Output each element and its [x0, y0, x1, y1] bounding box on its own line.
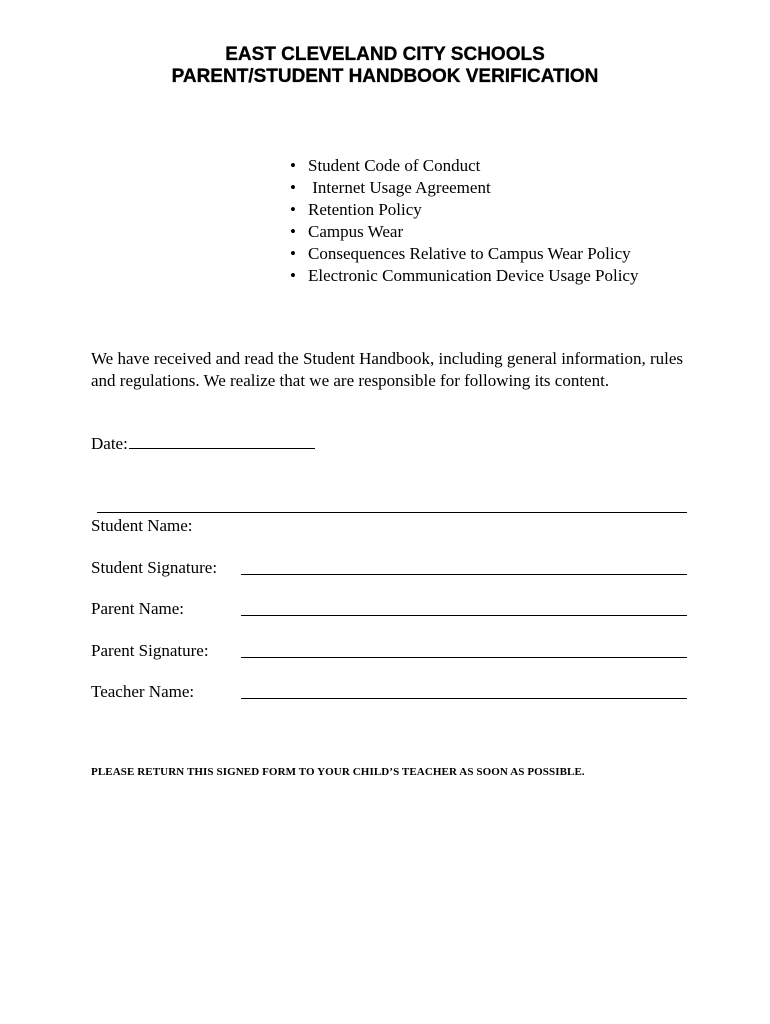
- parent-name-label: Parent Name:: [91, 599, 184, 618]
- policy-item-label: Electronic Communication Device Usage Policy: [308, 266, 639, 285]
- date-row: [91, 431, 315, 455]
- parent-signature-label: Parent Signature:: [91, 641, 209, 660]
- date-label: Date:: [91, 434, 128, 453]
- teacher-name-line[interactable]: [241, 698, 687, 699]
- document-title: EAST CLEVELAND CITY SCHOOLS: [225, 44, 545, 65]
- list-item: [290, 221, 638, 243]
- bullet-icon: •: [290, 244, 296, 263]
- list-item: [290, 177, 638, 199]
- bullet-icon: •: [290, 222, 296, 241]
- policy-item-label: Student Code of Conduct: [308, 156, 481, 175]
- policy-item-label: Retention Policy: [308, 200, 422, 219]
- bullet-icon: •: [290, 178, 296, 197]
- policy-item-label: Internet Usage Agreement: [308, 178, 491, 197]
- document-subtitle: PARENT/STUDENT HANDBOOK VERIFICATION: [171, 66, 599, 87]
- list-item: [290, 265, 638, 287]
- student-signature-line[interactable]: [241, 574, 687, 575]
- acknowledgement-statement: We have received and read the Student Handbook, including general information, rules and regulations. We realize that we are responsible for following its content.: [91, 349, 684, 390]
- return-notice: PLEASE RETURN THIS SIGNED FORM TO YOUR CHILD’S TEACHER AS SOON AS POSSIBLE.: [91, 766, 585, 778]
- bullet-icon: •: [290, 200, 296, 219]
- parent-name-line[interactable]: [241, 615, 687, 616]
- parent-signature-line[interactable]: [241, 657, 687, 658]
- policy-list: [290, 155, 638, 287]
- teacher-name-label: Teacher Name:: [91, 682, 195, 701]
- policy-item-label: Campus Wear: [308, 222, 404, 241]
- date-field[interactable]: [129, 431, 315, 449]
- list-item: [290, 243, 638, 265]
- student-name-label: Student Name:: [91, 516, 193, 535]
- bullet-icon: •: [290, 266, 296, 285]
- policy-item-label: Consequences Relative to Campus Wear Policy: [308, 244, 631, 263]
- list-item: [290, 155, 638, 177]
- student-name-line[interactable]: [97, 512, 687, 513]
- student-signature-label: Student Signature:: [91, 558, 218, 577]
- bullet-icon: •: [290, 156, 296, 175]
- list-item: [290, 199, 638, 221]
